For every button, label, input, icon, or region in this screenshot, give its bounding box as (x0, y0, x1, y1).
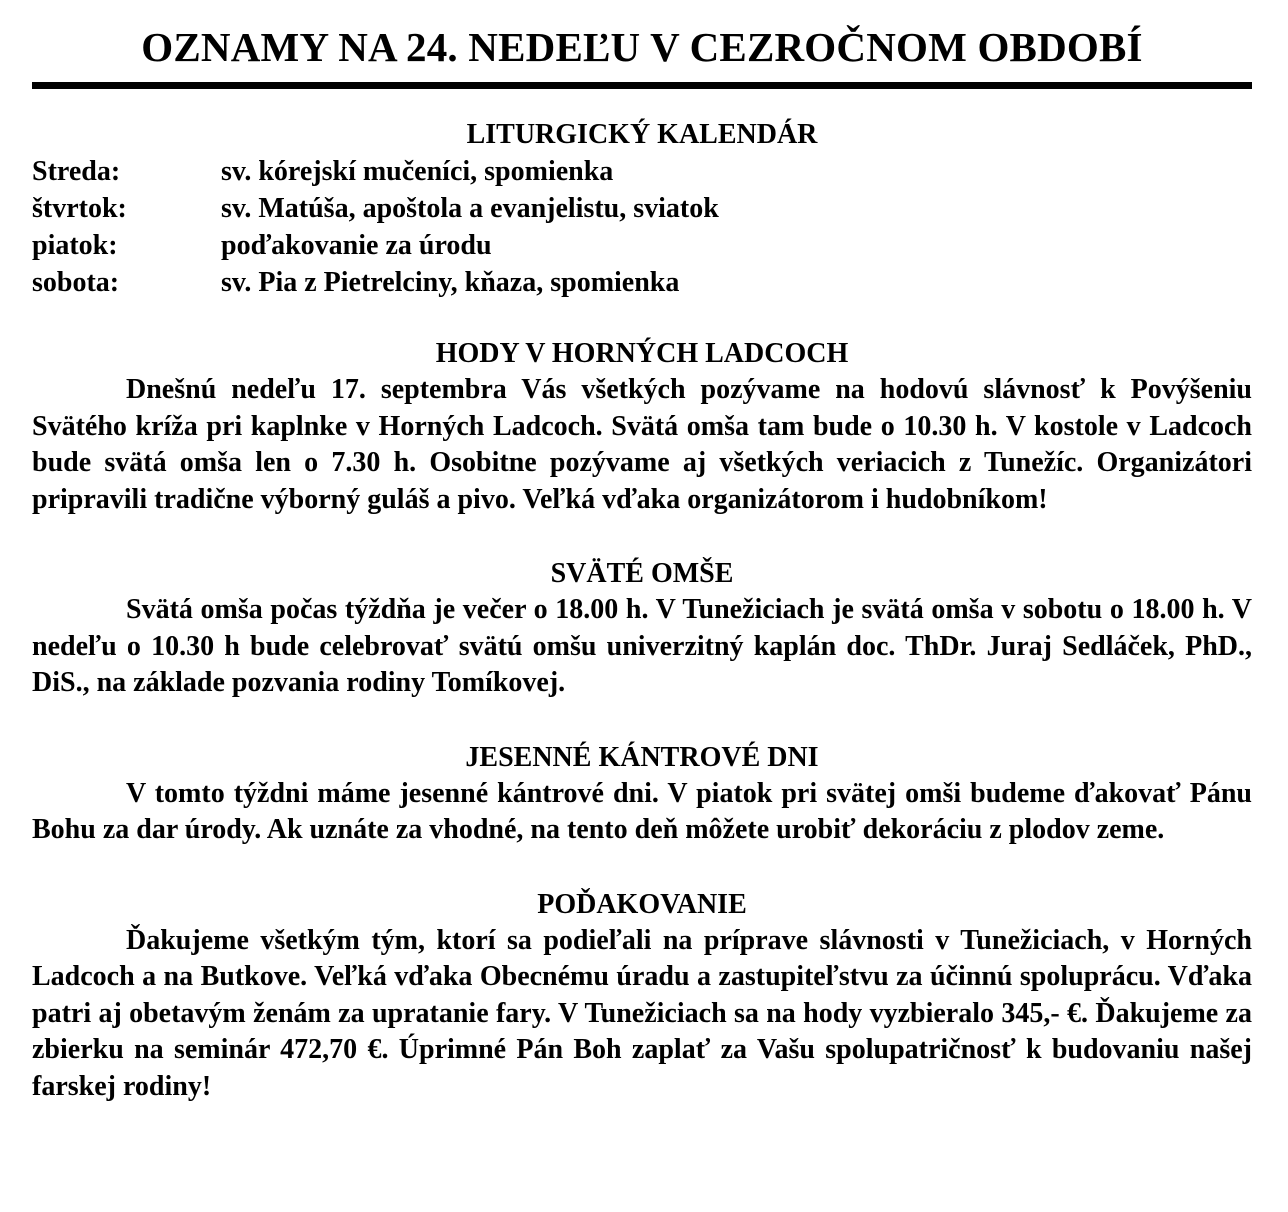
masses-section (32, 556, 1252, 702)
calendar-entry: sv. Pia z Pietrelciny, kňaza, spomienka (221, 267, 680, 298)
calendar-row (32, 190, 1252, 227)
masses-paragraph: Svätá omša počas týždňa je večer o 18.00 h. V Tunežiciach je svätá omša v sobotu o 18.00 h. V nedeľu o 10.30 h bude celebrovať svätú omšu univerzitný kaplán doc. ThDr. Juraj Sedláček, PhD., DiS., na základe pozvania rodiny Tomíkovej. (32, 594, 1252, 698)
hody-section (32, 336, 1252, 518)
calendar-entry: poďakovanie za úrodu (221, 230, 492, 261)
liturgical-calendar-section (32, 117, 1252, 301)
calendar-row (32, 227, 1252, 264)
calendar-day: Streda: (32, 156, 121, 187)
calendar-day: štvrtok: (32, 193, 127, 224)
title-divider (32, 82, 1252, 89)
thanks-paragraph: Ďakujeme všetkým tým, ktorí sa podieľali na príprave slávnosti v Tunežiciach, v Horných Ladcoch a na Butkove. Veľká vďaka Obecnému úradu a zastupiteľstvu za účinnú spoluprácu. Vďaka patri aj obetavým ženám za upratanie fary. V Tunežiciach sa na hody vyzbieralo 345,- €. Ďakujeme za zbierku na seminár 472,70 €. Úprimné Pán Boh zaplať za Vašu spolupatričnosť k budovaniu našej farskej rodiny! (32, 924, 1252, 1102)
calendar-row (32, 264, 1252, 301)
calendar-entry: sv. kórejskí mučeníci, spomienka (221, 156, 614, 187)
calendar-day: piatok: (32, 230, 118, 261)
ember-days-heading: JESENNÉ KÁNTROVÉ DNI (465, 741, 819, 773)
calendar-heading: LITURGICKÝ KALENDÁR (466, 119, 818, 150)
hody-heading: HODY V HORNÝCH LADCOCH (435, 338, 849, 369)
page-title: OZNAMY NA 24. NEDEĽU V CEZROČNOM OBDOBÍ (141, 24, 1143, 70)
calendar-day: sobota: (32, 267, 120, 298)
calendar-entry: sv. Matúša, apoštola a evanjelistu, sviatok (221, 193, 719, 224)
thanks-section (32, 887, 1252, 1106)
calendar-row (32, 153, 1252, 190)
thanks-heading: POĎAKOVANIE (537, 888, 747, 920)
masses-heading: SVÄTÉ OMŠE (550, 558, 734, 589)
ember-days-section (32, 740, 1252, 849)
hody-paragraph: Dnešnú nedeľu 17. septembra Vás všetkých pozývame na hodovú slávnosť k Povýšeniu Svätého kríža pri kaplnke v Horných Ladcoch. Svätá omša tam bude o 10.30 h. V kostole v Ladcoch bude svätá omša len o 7.30 h. Osobitne pozývame aj všetkých veriacich z Tunežíc. Organizátori pripravili tradične výborný guláš a pivo. Veľká vďaka organizátorom i hudobníkom! (32, 374, 1252, 515)
ember-days-paragraph: V tomto týždni máme jesenné kántrové dni. V piatok pri svätej omši budeme ďakovať Pánu Bohu za dar úrody. Ak uznáte za vhodné, na tento deň môžete urobiť dekoráciu z plodov zeme. (32, 777, 1252, 845)
